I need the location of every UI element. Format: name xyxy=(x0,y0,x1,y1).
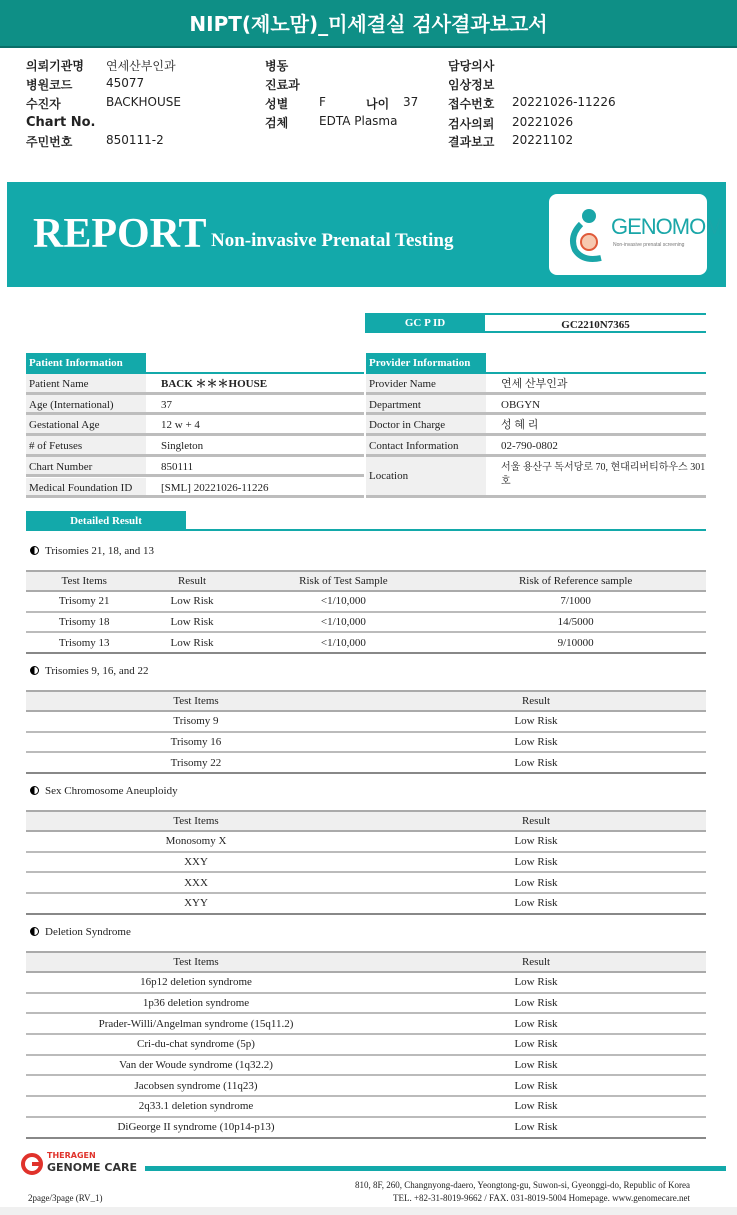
test-item: XXX xyxy=(26,872,366,893)
field-label: Patient Name xyxy=(26,374,146,392)
result: Low Risk xyxy=(366,893,706,914)
logo-top: THERAGEN xyxy=(47,1151,96,1160)
header-label: 주민번호 xyxy=(26,135,73,149)
provider-row xyxy=(366,374,706,395)
header-label: 결과보고 xyxy=(448,135,495,149)
field-label: Chart Number xyxy=(26,457,146,475)
header-value: BACKHOUSE xyxy=(106,95,181,109)
mother-baby-icon xyxy=(567,206,617,266)
provider-row xyxy=(366,457,706,498)
risk-value: <1/10,000 xyxy=(242,612,446,633)
result-table xyxy=(26,570,706,654)
result-table xyxy=(26,690,706,774)
section-heading xyxy=(30,785,178,797)
table-row xyxy=(26,1013,706,1034)
result: Low Risk xyxy=(366,852,706,873)
test-item: Trisomy 16 xyxy=(26,732,366,753)
header-label: 접수번호 xyxy=(448,97,495,111)
result: Low Risk xyxy=(142,632,241,653)
test-item: Monosomy X xyxy=(26,831,366,852)
header-label: 병동 xyxy=(265,59,289,73)
result: Low Risk xyxy=(366,1075,706,1096)
header-value: 20221102 xyxy=(512,133,574,147)
age-value: 37 xyxy=(403,95,419,109)
section-title: Sex Chromosome Aneuploidy xyxy=(45,785,178,797)
provider-row xyxy=(366,436,706,457)
field-value: 서울 용산구 독서당로 70, 현대리버티하우스 301호 xyxy=(501,461,706,487)
table-row xyxy=(26,1075,706,1096)
header-value: EDTA Plasma xyxy=(319,114,398,128)
header-value: 850111-2 xyxy=(106,133,164,147)
field-value: 12 w + 4 xyxy=(161,419,200,432)
provider-row xyxy=(366,415,706,436)
column-header: Result xyxy=(366,691,706,711)
header-label: 담당의사 xyxy=(448,59,495,73)
test-item: DiGeorge II syndrome (10p14-p13) xyxy=(26,1117,366,1138)
result: Low Risk xyxy=(366,1055,706,1076)
genome-care-logo xyxy=(20,1150,150,1178)
section-heading xyxy=(30,926,131,938)
provider-row xyxy=(366,395,706,416)
risk-value: <1/10,000 xyxy=(242,632,446,653)
table-row xyxy=(26,752,706,773)
header-value: 45077 xyxy=(106,76,145,90)
header-value: 20221026 xyxy=(512,115,574,129)
risk-value: 9/10000 xyxy=(445,632,706,653)
field-value: 연세 산부인과 xyxy=(501,378,568,390)
column-header: Result xyxy=(366,952,706,972)
header-label: 임상정보 xyxy=(448,78,495,92)
table-row xyxy=(26,831,706,852)
header-label: 수진자 xyxy=(26,97,61,111)
result: Low Risk xyxy=(366,711,706,732)
field-value: 02-790-0802 xyxy=(501,440,558,453)
section-heading xyxy=(30,545,154,557)
test-item: XXY xyxy=(26,852,366,873)
field-value: OBGYN xyxy=(501,398,541,411)
age-label: 나이 xyxy=(366,97,390,111)
table-row xyxy=(26,1096,706,1117)
risk-value: 7/1000 xyxy=(445,591,706,612)
field-label: Gestational Age xyxy=(26,415,146,433)
table-row xyxy=(26,1055,706,1076)
field-label: Department xyxy=(366,395,486,413)
table-header-row xyxy=(26,571,706,591)
table-row xyxy=(26,732,706,753)
half-circle-icon xyxy=(30,927,39,936)
header-value: 연세산부인과 xyxy=(106,59,176,73)
table-row xyxy=(26,591,706,612)
field-label: # of Fetuses xyxy=(26,436,146,454)
test-item: Cri-du-chat syndrome (5p) xyxy=(26,1034,366,1055)
result: Low Risk xyxy=(366,993,706,1014)
field-label: Contact Information xyxy=(366,436,486,454)
test-item: 2q33.1 deletion syndrome xyxy=(26,1096,366,1117)
table-row xyxy=(26,612,706,633)
column-header: Test Items xyxy=(26,691,366,711)
result: Low Risk xyxy=(366,972,706,993)
gcp-id-value: GC2210N7365 xyxy=(485,313,706,333)
result: Low Risk xyxy=(366,1013,706,1034)
table-row xyxy=(26,1034,706,1055)
risk-value: <1/10,000 xyxy=(242,591,446,612)
patient-row xyxy=(26,457,364,478)
column-header: Test Items xyxy=(26,952,366,972)
result-table xyxy=(26,810,706,915)
table-header-row xyxy=(26,952,706,972)
footer-line xyxy=(145,1166,726,1171)
table-row xyxy=(26,872,706,893)
result: Low Risk xyxy=(142,591,241,612)
test-item: 16p12 deletion syndrome xyxy=(26,972,366,993)
header-label: Chart No. xyxy=(26,115,96,130)
table-row xyxy=(26,852,706,873)
table-row xyxy=(26,632,706,653)
genome-care-logo-icon xyxy=(20,1152,44,1176)
table-row xyxy=(26,1117,706,1138)
field-label: Provider Name xyxy=(366,374,486,392)
patient-row xyxy=(26,395,364,416)
table-row xyxy=(26,972,706,993)
test-item: Van der Woude syndrome (1q32.2) xyxy=(26,1055,366,1076)
field-label: Age (International) xyxy=(26,395,146,413)
result: Low Risk xyxy=(366,831,706,852)
footer-address: 810, 8F, 260, Changnyong-daero, Yeongtong-gu, Suwon-si, Gyeonggi-do, Republic of Korea xyxy=(355,1180,690,1190)
header-value: F xyxy=(319,95,326,109)
section-heading xyxy=(30,665,149,677)
header-label: 진료과 xyxy=(265,78,300,92)
header-label: 성별 xyxy=(265,97,289,111)
result-table xyxy=(26,951,706,1139)
table-row xyxy=(26,993,706,1014)
half-circle-icon xyxy=(30,786,39,795)
gcp-id-label: GC P ID xyxy=(365,313,485,333)
test-item: 1p36 deletion syndrome xyxy=(26,993,366,1014)
result: Low Risk xyxy=(366,732,706,753)
test-item: Trisomy 21 xyxy=(26,591,142,612)
field-label: Medical Foundation ID xyxy=(26,478,146,496)
patient-heading: Patient Information xyxy=(26,353,146,374)
section-title: Trisomies 21, 18, and 13 xyxy=(45,545,154,557)
field-label: Location xyxy=(366,457,486,495)
field-value: 850111 xyxy=(161,460,194,473)
table-row xyxy=(26,893,706,914)
table-header-row xyxy=(26,811,706,831)
result: Low Risk xyxy=(142,612,241,633)
header-value: 20221026-11226 xyxy=(512,95,616,109)
divider xyxy=(26,529,706,531)
field-value: [SML] 20221026-11226 xyxy=(161,481,269,494)
provider-heading: Provider Information xyxy=(366,353,486,374)
patient-row xyxy=(26,415,364,436)
test-item: Trisomy 13 xyxy=(26,632,142,653)
report-banner xyxy=(7,182,726,287)
column-header: Result xyxy=(142,571,241,591)
column-header: Test Items xyxy=(26,811,366,831)
column-header: Result xyxy=(366,811,706,831)
logo-bottom: GENOME CARE xyxy=(47,1161,137,1174)
header-label: 의뢰기관명 xyxy=(26,59,84,73)
section-title: Deletion Syndrome xyxy=(45,926,131,938)
logo-subtext: Non-invasive prenatal screening xyxy=(613,242,685,248)
test-item: XYY xyxy=(26,893,366,914)
column-header: Risk of Test Sample xyxy=(242,571,446,591)
test-item: Trisomy 9 xyxy=(26,711,366,732)
result: Low Risk xyxy=(366,1096,706,1117)
result: Low Risk xyxy=(366,1034,706,1055)
field-value: 성 혜 리 xyxy=(501,419,539,432)
table-header-row xyxy=(26,691,706,711)
column-header: Test Items xyxy=(26,571,142,591)
test-item: Trisomy 22 xyxy=(26,752,366,773)
footer-contact: TEL. +82-31-8019-9662 / FAX. 031-8019-5004 Homepage. www.genomecare.net xyxy=(392,1193,690,1203)
patient-row xyxy=(26,374,364,395)
field-value: Singleton xyxy=(161,440,204,453)
test-item: Prader-Willi/Angelman syndrome (15q11.2) xyxy=(26,1013,366,1034)
risk-value: 14/5000 xyxy=(445,612,706,633)
result: Low Risk xyxy=(366,752,706,773)
field-value: 37 xyxy=(161,398,172,411)
field-label: Doctor in Charge xyxy=(366,415,486,433)
banner-title: REPORT xyxy=(33,211,207,257)
test-item: Trisomy 18 xyxy=(26,612,142,633)
half-circle-icon xyxy=(30,546,39,555)
header-label: 검사의뢰 xyxy=(448,117,495,131)
patient-row xyxy=(26,436,364,457)
patient-row xyxy=(26,478,364,499)
table-row xyxy=(26,711,706,732)
test-item: Jacobsen syndrome (11q23) xyxy=(26,1075,366,1096)
bottom-bar xyxy=(0,1207,737,1215)
detailed-result-tab: Detailed Result xyxy=(26,511,186,531)
result: Low Risk xyxy=(366,1117,706,1138)
header-label: 병원코드 xyxy=(26,78,73,92)
column-header: Risk of Reference sample xyxy=(445,571,706,591)
field-value: BACK ＊＊＊HOUSE xyxy=(161,378,268,390)
banner-subtitle: Non-invasive Prenatal Testing xyxy=(211,230,454,251)
half-circle-icon xyxy=(30,666,39,675)
section-title: Trisomies 9, 16, and 22 xyxy=(45,665,149,677)
report-title: NIPT(제노맘)_미세결실 검사결과보고서 xyxy=(0,0,737,48)
logo-text: GENOMOM xyxy=(611,214,723,239)
genomom-logo xyxy=(549,194,723,275)
result: Low Risk xyxy=(366,872,706,893)
header-label: 검체 xyxy=(265,116,289,130)
page-number: 2page/3page (RV_1) xyxy=(28,1193,103,1203)
